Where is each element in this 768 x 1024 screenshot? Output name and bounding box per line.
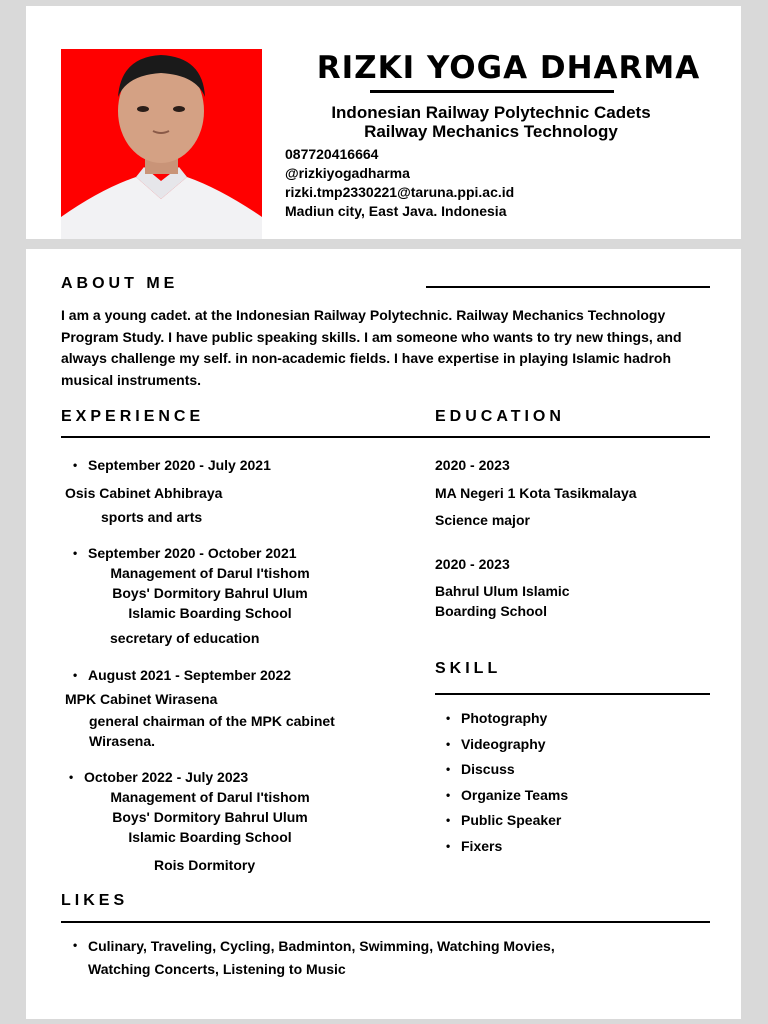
skill-item: Videography bbox=[461, 736, 546, 752]
bullet-icon: • bbox=[73, 938, 78, 952]
bullet-icon: • bbox=[73, 458, 78, 472]
exp-4-period: October 2022 - July 2023 bbox=[84, 769, 249, 785]
bullet-icon: • bbox=[446, 762, 451, 776]
exp-3-role-line-2: Wirasena. bbox=[89, 733, 156, 749]
exp-1-org: Osis Cabinet Abhibraya bbox=[65, 485, 223, 501]
candidate-name: RIZKI YOGA DHARMA bbox=[316, 50, 701, 86]
bullet-icon: • bbox=[69, 770, 74, 784]
skill-rule bbox=[435, 693, 710, 695]
likes-line-1: Culinary, Traveling, Cycling, Badminton, Swimming, Watching Movies, bbox=[88, 938, 555, 954]
exp-1-period: September 2020 - July 2021 bbox=[88, 457, 271, 473]
skill-item: Organize Teams bbox=[461, 787, 569, 803]
bullet-icon: • bbox=[73, 668, 78, 682]
bullet-icon: • bbox=[73, 546, 78, 560]
contact-phone: 087720416664 bbox=[285, 146, 379, 162]
skill-item: Discuss bbox=[461, 761, 515, 777]
edu-2-school-line-2: Boarding School bbox=[435, 603, 547, 619]
skill-item: Fixers bbox=[461, 838, 503, 854]
exp-2-org bbox=[80, 563, 340, 623]
exp-3-org: MPK Cabinet Wirasena bbox=[65, 691, 218, 707]
bullet-icon: • bbox=[446, 737, 451, 751]
edu-2-school bbox=[435, 581, 570, 621]
exp-2-period: September 2020 - October 2021 bbox=[88, 545, 297, 561]
likes-rule bbox=[61, 921, 710, 923]
contact-info bbox=[285, 145, 514, 221]
exp-2-org-line-1: Management of Darul I'tishom bbox=[110, 565, 310, 581]
exp-3-role bbox=[89, 711, 335, 751]
exp-4-role: Rois Dormitory bbox=[154, 857, 256, 873]
exp-4-org-line-1: Management of Darul I'tishom bbox=[110, 789, 310, 805]
education-rule bbox=[411, 436, 710, 438]
header-card bbox=[26, 6, 741, 239]
exp-4-org-line-3: Islamic Boarding School bbox=[128, 829, 292, 845]
candidate-subtitle bbox=[301, 103, 681, 141]
edu-1-period: 2020 - 2023 bbox=[435, 457, 510, 473]
bullet-icon: • bbox=[446, 711, 451, 725]
edu-1-detail: Science major bbox=[435, 512, 530, 528]
contact-email: rizki.tmp2330221@taruna.ppi.ac.id bbox=[285, 184, 515, 200]
experience-rule bbox=[61, 436, 411, 438]
likes-title: LIKES bbox=[61, 892, 129, 909]
bullet-icon: • bbox=[446, 839, 451, 853]
bullet-icon: • bbox=[446, 813, 451, 827]
exp-4-org-line-2: Boys' Dormitory Bahrul Ulum bbox=[112, 809, 308, 825]
portrait-image bbox=[61, 49, 262, 239]
subtitle-line-2: Railway Mechanics Technology bbox=[364, 122, 618, 141]
skill-item: Photography bbox=[461, 710, 548, 726]
skill-item: Public Speaker bbox=[461, 812, 562, 828]
exp-3-role-line-1: general chairman of the MPK cabinet bbox=[89, 713, 335, 729]
contact-instagram: @rizkiyogadharma bbox=[285, 165, 410, 181]
skill-title: SKILL bbox=[435, 660, 502, 677]
name-underline bbox=[370, 90, 614, 93]
education-title: EDUCATION bbox=[435, 408, 565, 425]
profile-photo bbox=[61, 49, 262, 239]
exp-2-role: secretary of education bbox=[110, 630, 260, 646]
exp-2-org-line-2: Boys' Dormitory Bahrul Ulum bbox=[112, 585, 308, 601]
exp-3-period: August 2021 - September 2022 bbox=[88, 667, 292, 683]
exp-1-role: sports and arts bbox=[101, 509, 203, 525]
edu-2-period: 2020 - 2023 bbox=[435, 556, 510, 572]
about-text: I am a young cadet. at the Indonesian Railway Polytechnic. Railway Mechanics Technology Program Study. I have public speaking skills. I am someone who wants to try new things, and always challenge my self. in non-academic fields. I have expertise in playing Islamic hadroh musical instruments. bbox=[61, 307, 682, 388]
resume-body-card bbox=[26, 249, 741, 1019]
contact-address: Madiun city, East Java. Indonesia bbox=[285, 203, 507, 219]
likes-text bbox=[88, 935, 555, 981]
subtitle-line-1: Indonesian Railway Polytechnic Cadets bbox=[331, 103, 651, 122]
exp-2-org-line-3: Islamic Boarding School bbox=[128, 605, 292, 621]
edu-1-school: MA Negeri 1 Kota Tasikmalaya bbox=[435, 485, 637, 501]
about-title: ABOUT ME bbox=[61, 275, 179, 292]
edu-2-school-line-1: Bahrul Ulum Islamic bbox=[435, 583, 570, 599]
bullet-icon: • bbox=[446, 788, 451, 802]
experience-title: EXPERIENCE bbox=[61, 408, 205, 425]
about-rule bbox=[426, 286, 710, 288]
exp-4-org bbox=[80, 787, 340, 847]
likes-line-2: Watching Concerts, Listening to Music bbox=[88, 961, 346, 977]
